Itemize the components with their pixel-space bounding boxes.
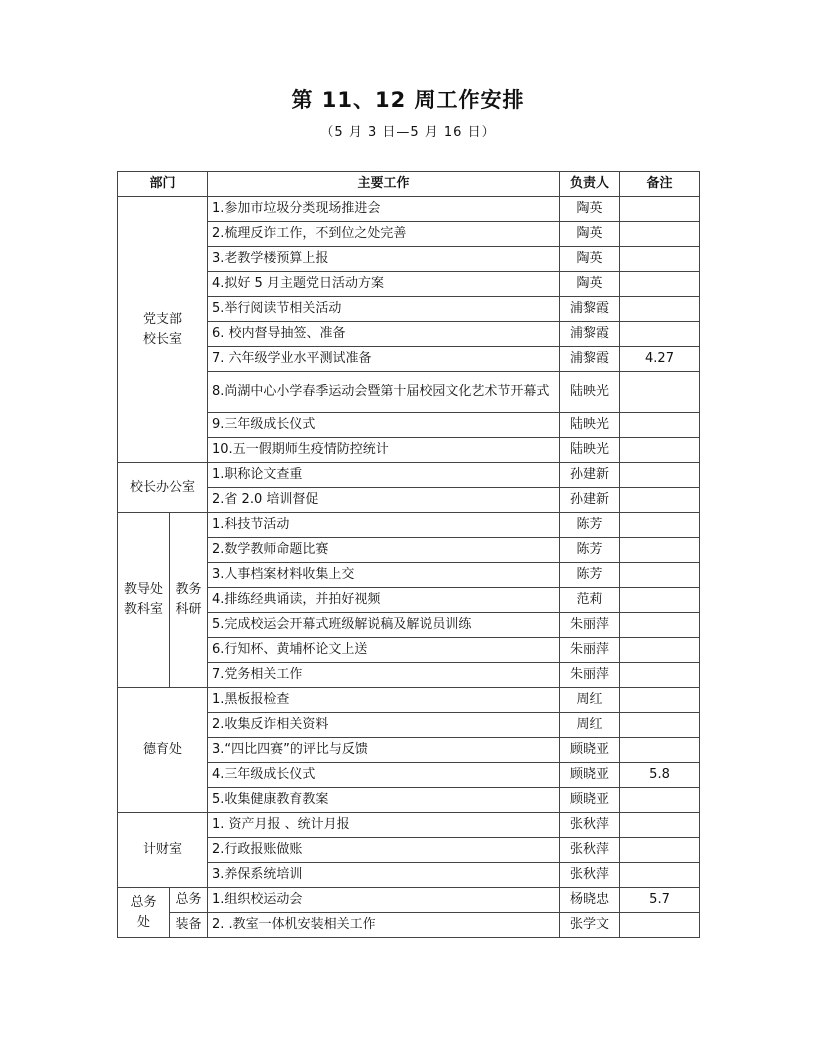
work-cell: 2.收集反诈相关资料 bbox=[208, 713, 560, 738]
dept-label: 校长室 bbox=[143, 331, 183, 347]
note-cell: 5.8 bbox=[620, 763, 700, 788]
dept-label: 教科室 bbox=[123, 602, 163, 617]
owner-cell: 浦黎霞 bbox=[560, 297, 620, 322]
table-header-row bbox=[118, 172, 700, 197]
owner-cell: 朱丽萍 bbox=[560, 663, 620, 688]
dept-general-sub: 总务 bbox=[170, 888, 208, 913]
work-cell: 1. 资产月报 、统计月报 bbox=[208, 813, 560, 838]
note-cell bbox=[620, 297, 700, 322]
dept-label: 科研 bbox=[175, 602, 202, 617]
work-cell: 1.参加市垃圾分类现场推进会 bbox=[208, 197, 560, 222]
work-cell: 2.省 2.0 培训督促 bbox=[208, 488, 560, 513]
note-cell bbox=[620, 272, 700, 297]
work-cell: 8.尚湖中心小学春季运动会暨第十届校园文化艺术节开幕式 bbox=[208, 372, 560, 413]
owner-cell: 浦黎霞 bbox=[560, 322, 620, 347]
work-cell: 7.党务相关工作 bbox=[208, 663, 560, 688]
note-cell: 4.27 bbox=[620, 347, 700, 372]
work-cell: 4.拟好 5 月主题党日活动方案 bbox=[208, 272, 560, 297]
owner-cell: 顾晓亚 bbox=[560, 738, 620, 763]
owner-cell: 张秋萍 bbox=[560, 863, 620, 888]
work-cell: 1.科技节活动 bbox=[208, 513, 560, 538]
owner-cell: 陆映光 bbox=[560, 413, 620, 438]
dept-label: 计财室 bbox=[143, 842, 183, 857]
owner-cell: 周红 bbox=[560, 713, 620, 738]
table-row bbox=[118, 463, 700, 488]
dept-label: 德育处 bbox=[143, 742, 183, 757]
dept-finance bbox=[118, 813, 208, 888]
dept-label: 处 bbox=[136, 914, 150, 930]
dept-party-office bbox=[118, 197, 208, 463]
dept-principal-office bbox=[118, 463, 208, 513]
work-cell: 2.数学教师命题比赛 bbox=[208, 538, 560, 563]
header-dept: 部门 bbox=[118, 172, 208, 197]
work-cell: 6.行知杯、黄埔杯论文上送 bbox=[208, 638, 560, 663]
work-cell: 3.“四比四赛”的评比与反馈 bbox=[208, 738, 560, 763]
owner-cell: 范莉 bbox=[560, 588, 620, 613]
note-cell bbox=[620, 463, 700, 488]
header-work: 主要工作 bbox=[208, 172, 560, 197]
work-cell: 4.排练经典诵读，并拍好视频 bbox=[208, 588, 560, 613]
date-range-subtitle: （5 月 3 日—5 月 16 日） bbox=[320, 125, 496, 140]
note-cell bbox=[620, 663, 700, 688]
note-cell bbox=[620, 588, 700, 613]
work-cell: 2. .教室一体机安装相关工作 bbox=[208, 913, 560, 938]
owner-cell: 朱丽萍 bbox=[560, 638, 620, 663]
note-cell bbox=[620, 438, 700, 463]
dept-general bbox=[118, 888, 170, 938]
note-cell bbox=[620, 913, 700, 938]
note-cell bbox=[620, 413, 700, 438]
work-cell: 1.组织校运动会 bbox=[208, 888, 560, 913]
owner-cell: 杨晓忠 bbox=[560, 888, 620, 913]
note-cell bbox=[620, 863, 700, 888]
owner-cell: 陆映光 bbox=[560, 438, 620, 463]
header-owner: 负责人 bbox=[560, 172, 620, 197]
note-cell bbox=[620, 613, 700, 638]
owner-cell: 孙建新 bbox=[560, 488, 620, 513]
work-cell: 4.三年级成长仪式 bbox=[208, 763, 560, 788]
note-cell bbox=[620, 563, 700, 588]
note-cell bbox=[620, 222, 700, 247]
work-cell: 3.老教学楼预算上报 bbox=[208, 247, 560, 272]
work-cell: 6. 校内督导抽签、准备 bbox=[208, 322, 560, 347]
note-cell bbox=[620, 638, 700, 663]
dept-moral bbox=[118, 688, 208, 813]
owner-cell: 陶英 bbox=[560, 197, 620, 222]
note-cell bbox=[620, 197, 700, 222]
dept-label: 校长办公室 bbox=[130, 479, 196, 495]
owner-cell: 张秋萍 bbox=[560, 813, 620, 838]
table-row bbox=[118, 197, 700, 222]
note-cell bbox=[620, 838, 700, 863]
note-cell bbox=[620, 713, 700, 738]
note-cell bbox=[620, 247, 700, 272]
schedule-table bbox=[117, 171, 700, 938]
work-cell: 5.举行阅读节相关活动 bbox=[208, 297, 560, 322]
note-cell bbox=[620, 738, 700, 763]
work-cell: 5.收集健康教育教案 bbox=[208, 788, 560, 813]
owner-cell: 陶英 bbox=[560, 222, 620, 247]
owner-cell: 周红 bbox=[560, 688, 620, 713]
work-cell: 1.职称论文查重 bbox=[208, 463, 560, 488]
note-cell: 5.7 bbox=[620, 888, 700, 913]
owner-cell: 顾晓亚 bbox=[560, 788, 620, 813]
table-row bbox=[118, 688, 700, 713]
owner-cell: 孙建新 bbox=[560, 463, 620, 488]
note-cell bbox=[620, 538, 700, 563]
work-cell: 3.养保系统培训 bbox=[208, 863, 560, 888]
dept-label: 教导处 bbox=[123, 582, 163, 597]
work-cell: 10.五一假期师生疫情防控统计 bbox=[208, 438, 560, 463]
owner-cell: 陈芳 bbox=[560, 513, 620, 538]
work-cell: 5.完成校运会开幕式班级解说稿及解说员训练 bbox=[208, 613, 560, 638]
owner-cell: 浦黎霞 bbox=[560, 347, 620, 372]
dept-equipment-sub: 装备 bbox=[170, 913, 208, 938]
dept-teaching bbox=[118, 513, 170, 688]
owner-cell: 朱丽萍 bbox=[560, 613, 620, 638]
note-cell bbox=[620, 788, 700, 813]
dept-label: 总务 bbox=[130, 894, 157, 910]
work-cell: 1.黑板报检查 bbox=[208, 688, 560, 713]
note-cell bbox=[620, 813, 700, 838]
work-cell: 7. 六年级学业水平测试准备 bbox=[208, 347, 560, 372]
table-row bbox=[118, 813, 700, 838]
header-note: 备注 bbox=[620, 172, 700, 197]
owner-cell: 张秋萍 bbox=[560, 838, 620, 863]
dept-label: 党支部 bbox=[143, 311, 183, 327]
page-title: 第 11、12 周工作安排 bbox=[291, 88, 525, 112]
owner-cell: 陈芳 bbox=[560, 538, 620, 563]
note-cell bbox=[620, 372, 700, 413]
table-row bbox=[118, 913, 700, 938]
owner-cell: 张学文 bbox=[560, 913, 620, 938]
owner-cell: 顾晓亚 bbox=[560, 763, 620, 788]
note-cell bbox=[620, 322, 700, 347]
work-cell: 9.三年级成长仪式 bbox=[208, 413, 560, 438]
dept-label: 教务 bbox=[175, 582, 202, 597]
note-cell bbox=[620, 513, 700, 538]
table-row bbox=[118, 513, 700, 538]
owner-cell: 陆映光 bbox=[560, 372, 620, 413]
work-cell: 2.梳理反诈工作，不到位之处完善 bbox=[208, 222, 560, 247]
owner-cell: 陈芳 bbox=[560, 563, 620, 588]
work-cell: 3.人事档案材料收集上交 bbox=[208, 563, 560, 588]
work-cell: 2.行政报账做账 bbox=[208, 838, 560, 863]
owner-cell: 陶英 bbox=[560, 272, 620, 297]
dept-teaching-sub bbox=[170, 513, 208, 688]
note-cell bbox=[620, 688, 700, 713]
table-row bbox=[118, 888, 700, 913]
note-cell bbox=[620, 488, 700, 513]
owner-cell: 陶英 bbox=[560, 247, 620, 272]
